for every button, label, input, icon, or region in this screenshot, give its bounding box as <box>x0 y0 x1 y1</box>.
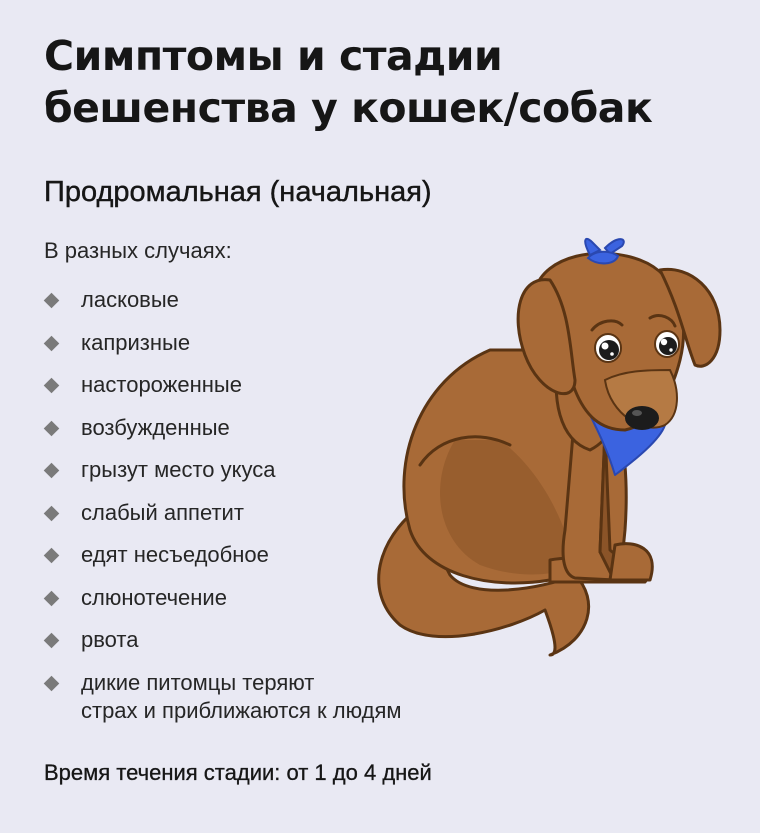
diamond-bullet-icon <box>44 378 60 394</box>
list-item: едят несъедобное <box>44 541 402 569</box>
title-line-2: бешенства у кошек/собак <box>44 84 653 132</box>
stage-duration: Время течения стадии: от 1 до 4 дней <box>44 760 432 785</box>
stage-heading: Продромальная (начальная) <box>44 176 432 208</box>
list-item: возбужденные <box>44 414 402 442</box>
diamond-bullet-icon <box>44 463 60 479</box>
list-item: настороженные <box>44 371 402 399</box>
diamond-bullet-icon <box>44 548 60 564</box>
title-line-1: Симптомы и стадии <box>44 32 503 80</box>
list-item: рвота <box>44 626 402 654</box>
list-item: слюнотечение <box>44 584 402 612</box>
diamond-bullet-icon <box>44 420 60 436</box>
sad-dog-illustration <box>360 230 740 670</box>
intro-text: В разных случаях: <box>44 238 232 263</box>
dog-paw-right <box>610 544 652 580</box>
diamond-bullet-icon <box>44 633 60 649</box>
diamond-bullet-icon <box>44 293 60 309</box>
diamond-bullet-icon <box>44 335 60 351</box>
page-title <box>44 30 652 134</box>
list-item: дикие питомцы теряют страх и приближаются к людям <box>44 669 402 725</box>
diamond-bullet-icon <box>44 590 60 606</box>
diamond-bullet-icon <box>44 505 60 521</box>
list-item: грызут место укуса <box>44 456 402 484</box>
diamond-bullet-icon <box>44 675 60 691</box>
list-item: слабый аппетит <box>44 499 402 527</box>
list-item: ласковые <box>44 286 402 314</box>
dog-nose <box>625 406 659 430</box>
symptom-list <box>44 286 402 739</box>
list-item: капризные <box>44 329 402 357</box>
